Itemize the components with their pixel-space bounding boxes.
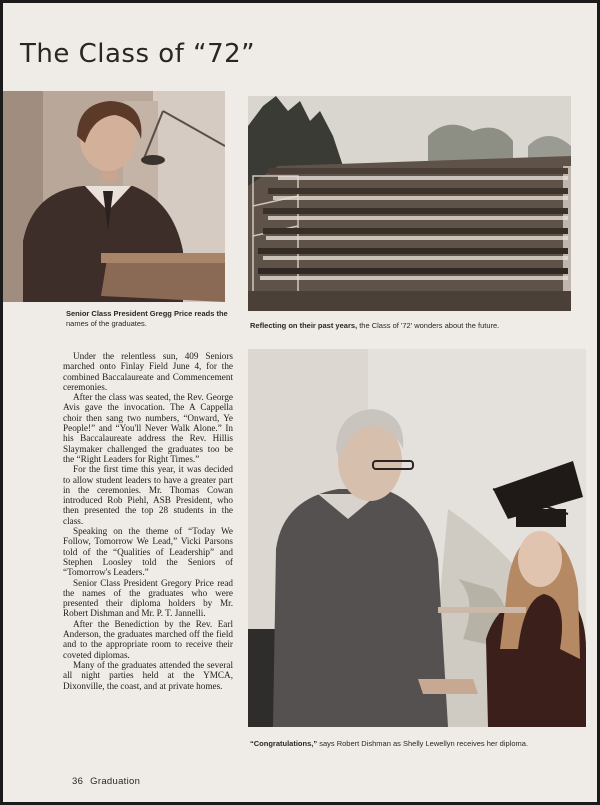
speaker-photo-caption [66,309,231,328]
class-group-photo-caption [250,321,570,331]
article-paragraph: Under the relentless sun, 409 Seniors marched onto Finlay Field June 4, for the combined Baccalaureate and Commencement ceremonies. [63,351,233,392]
speaker-caption-bold: Senior Class President Gregg Price reads the [66,309,228,318]
class-group-photo-image [248,96,571,311]
diploma-photo-caption [250,739,580,749]
diploma-photo [248,349,586,727]
yearbook-page [3,3,597,802]
speaker-photo [3,91,225,302]
article-paragraph: After the Benediction by the Rev. Earl Anderson, the graduates marched off the field and to the appropriate room to receive their coveted diplomas. [63,618,233,660]
class-caption-rest: the Class of '72' wonders about the future. [359,321,500,330]
page-title: The Class of “72” [20,39,256,69]
speaker-photo-image [3,91,225,302]
class-caption-bold: Reflecting on their past years, [250,321,358,330]
article-paragraph: After the class was seated, the Rev. George Avis gave the invocation. The A Cappella choir then sang two numbers, “Onward, Ye People!” and “You'll Never Walk Alone.” In his Baccalaureate address the Rev. Hillis Slaymaker challenged the graduates too be the “Right Leaders for Right Times.” [63,392,233,464]
diploma-caption-bold: “Congratulations,” [250,739,318,748]
article-paragraph: For the first time this year, it was decided to allow student leaders to have a greater part in the ceremonies. Mr. Thomas Cowan introduced Rob Piehl, ASB President, who then presented the top 28 students in the class. [63,464,233,526]
article-paragraph: Speaking on the theme of “Today We Follow, Tomorrow We Lead,” Vicki Parsons told of the “Qualities of Leadership” and Stephen Loosley told the Seniors of “Tomorrow's Leaders.” [63,526,233,578]
page-footer [72,776,140,787]
speaker-caption-rest: names of the graduates. [66,318,147,328]
article-paragraph: Many of the graduates attended the several all night parties held at the YMCA, Dixonville, the coast, and at private homes. [63,659,233,691]
diploma-photo-image [248,349,586,727]
class-group-photo [248,96,571,311]
section-name: Graduation [90,776,141,787]
article-paragraph: Senior Class President Gregory Price read the names of the graduates who were presented their diploma holders by Mr. Robert Dishman and Mr. P. T. Jannelli. [63,577,233,619]
page-number: 36 [72,776,84,787]
diploma-caption-rest: says Robert Dishman as Shelly Lewellyn receives her diploma. [319,739,529,748]
article-body [63,351,233,691]
